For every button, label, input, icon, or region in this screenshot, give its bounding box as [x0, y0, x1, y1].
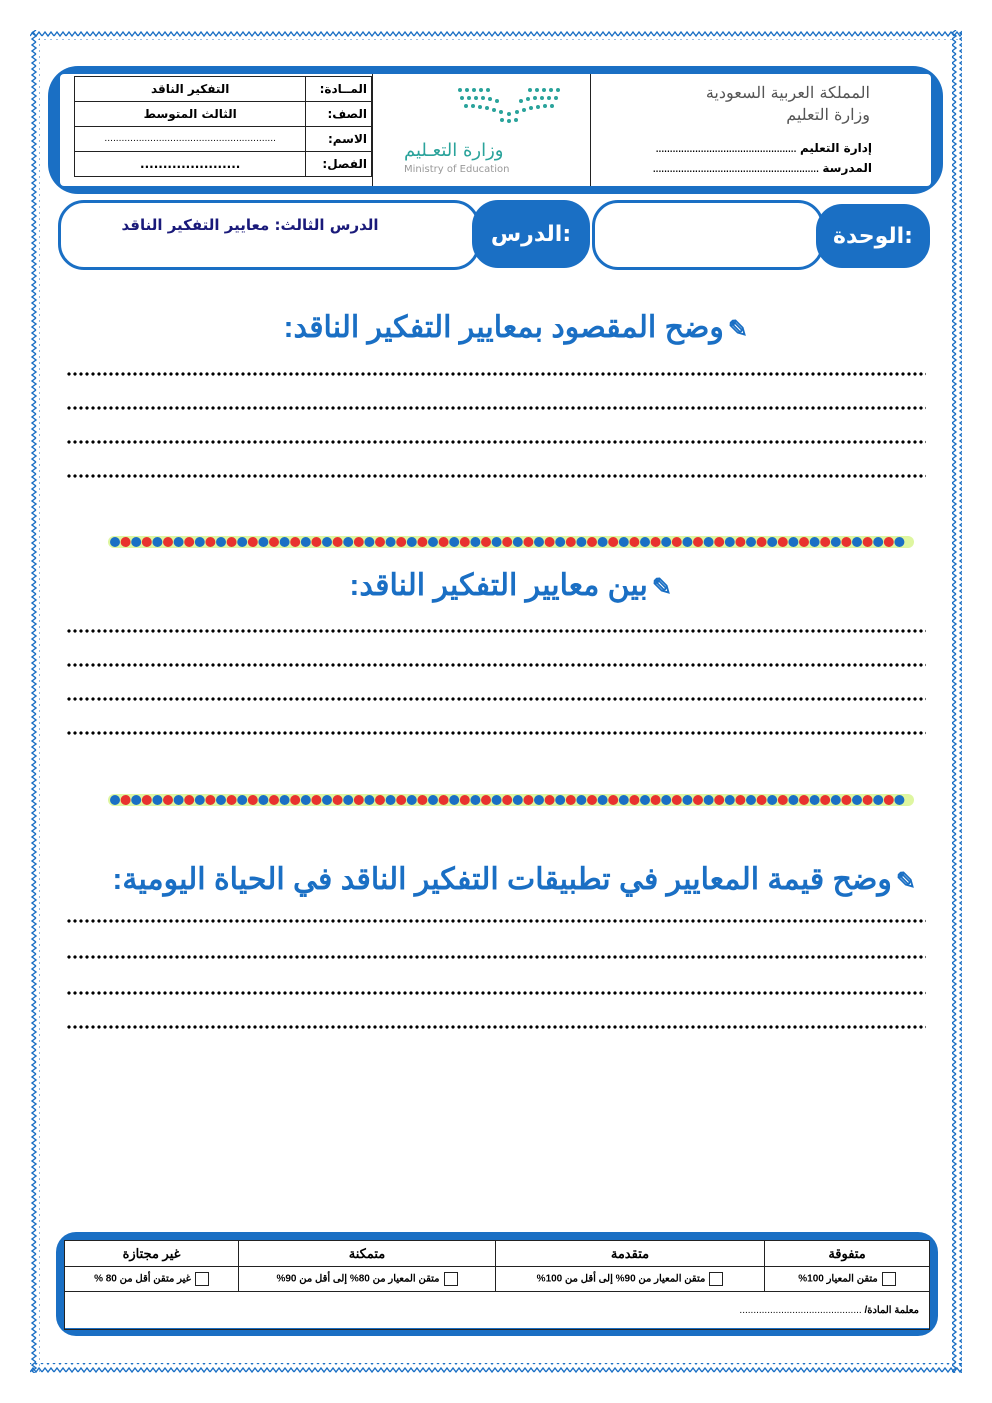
ministry-name-en: Ministry of Education — [404, 164, 510, 175]
grade-label: الصف: — [306, 102, 372, 127]
name-label: الاسم: — [306, 127, 372, 152]
rubric-desc: متقن المعيار 100% — [798, 1273, 878, 1285]
question-3 — [112, 862, 916, 897]
rubric-option[interactable] — [239, 1267, 496, 1292]
checkbox[interactable] — [195, 1272, 209, 1286]
teacher-label: معلمة المادة/ — [864, 1305, 919, 1316]
ministry-logo-icon — [454, 84, 564, 124]
question-2 — [349, 568, 672, 603]
level-advanced: متقدمة — [496, 1241, 765, 1267]
answer-line[interactable] — [66, 371, 926, 377]
lesson-label: الدرس: — [472, 200, 590, 268]
pencil-icon: ✎ — [651, 574, 672, 601]
ministry-title: وزارة التعليم — [786, 105, 870, 124]
answer-line[interactable] — [66, 990, 926, 996]
bead-divider — [108, 535, 914, 549]
lesson-value: الدرس الثالث: معايير التفكير الناقد — [121, 216, 379, 234]
subject-label: المــادة: — [306, 77, 372, 102]
answer-line[interactable] — [66, 628, 926, 634]
level-excellent: متفوقة — [765, 1241, 930, 1267]
question-text: بين معايير التفكير الناقد: — [349, 569, 648, 602]
bead-divider — [108, 793, 914, 807]
answer-line[interactable] — [66, 954, 926, 960]
header-divider — [590, 74, 591, 186]
teacher-field[interactable]: ............................................ — [739, 1305, 862, 1316]
school-field[interactable]: ........................................................... — [652, 161, 819, 175]
subject-value[interactable]: التفكير الناقد — [75, 77, 306, 102]
class-field[interactable]: ...................... — [75, 152, 306, 177]
rubric-option[interactable] — [65, 1267, 239, 1292]
question-text: وضح المقصود بمعايير التفكير الناقد: — [283, 311, 724, 344]
pencil-icon: ✎ — [727, 316, 748, 343]
checkbox[interactable] — [444, 1272, 458, 1286]
rubric-desc: متقن المعيار من 80% إلى أقل من 90% — [276, 1273, 440, 1285]
level-proficient: متمكنة — [239, 1241, 496, 1267]
question-text: وضح قيمة المعايير في تطبيقات التفكير الناقد في الحياة اليومية: — [112, 863, 892, 896]
answer-line[interactable] — [66, 1024, 926, 1030]
teacher-row — [65, 1292, 930, 1330]
rubric-option[interactable] — [765, 1267, 930, 1292]
answer-line[interactable] — [66, 662, 926, 668]
grade-value[interactable]: الثالث المتوسط — [75, 102, 306, 127]
question-1 — [283, 310, 748, 345]
unit-field[interactable] — [592, 200, 824, 270]
rubric-desc: متقن المعيار من 90% إلى أقل من 100% — [536, 1273, 706, 1285]
answer-line[interactable] — [66, 730, 926, 736]
ministry-name-ar: وزارة التعـليم — [404, 140, 504, 161]
unit-label: الوحدة: — [816, 204, 930, 268]
lesson-pill — [58, 200, 480, 270]
rubric-option[interactable] — [496, 1267, 765, 1292]
checkbox[interactable] — [709, 1272, 723, 1286]
admin-field[interactable]: .................................................. — [655, 141, 796, 155]
student-info-table — [74, 76, 372, 177]
answer-line[interactable] — [66, 405, 926, 411]
level-failed: غير مجتازة — [65, 1241, 239, 1267]
class-label: الفصل: — [306, 152, 372, 177]
school-label: المدرسة — [822, 161, 872, 175]
kingdom-logo — [660, 82, 870, 126]
header-divider — [372, 74, 373, 186]
answer-line[interactable] — [66, 439, 926, 445]
admin-info — [640, 138, 872, 178]
rubric-desc: غير متقن أقل من 80 % — [94, 1273, 191, 1285]
admin-label: إدارة التعليم — [799, 141, 872, 155]
checkbox[interactable] — [882, 1272, 896, 1286]
kingdom-title: المملكة العربية السعودية — [705, 83, 870, 102]
name-field[interactable]: ............................................................ — [75, 127, 306, 152]
answer-line[interactable] — [66, 918, 926, 924]
pencil-icon: ✎ — [895, 868, 916, 895]
answer-line[interactable] — [66, 696, 926, 702]
answer-line[interactable] — [66, 473, 926, 479]
rubric-table — [64, 1240, 930, 1330]
